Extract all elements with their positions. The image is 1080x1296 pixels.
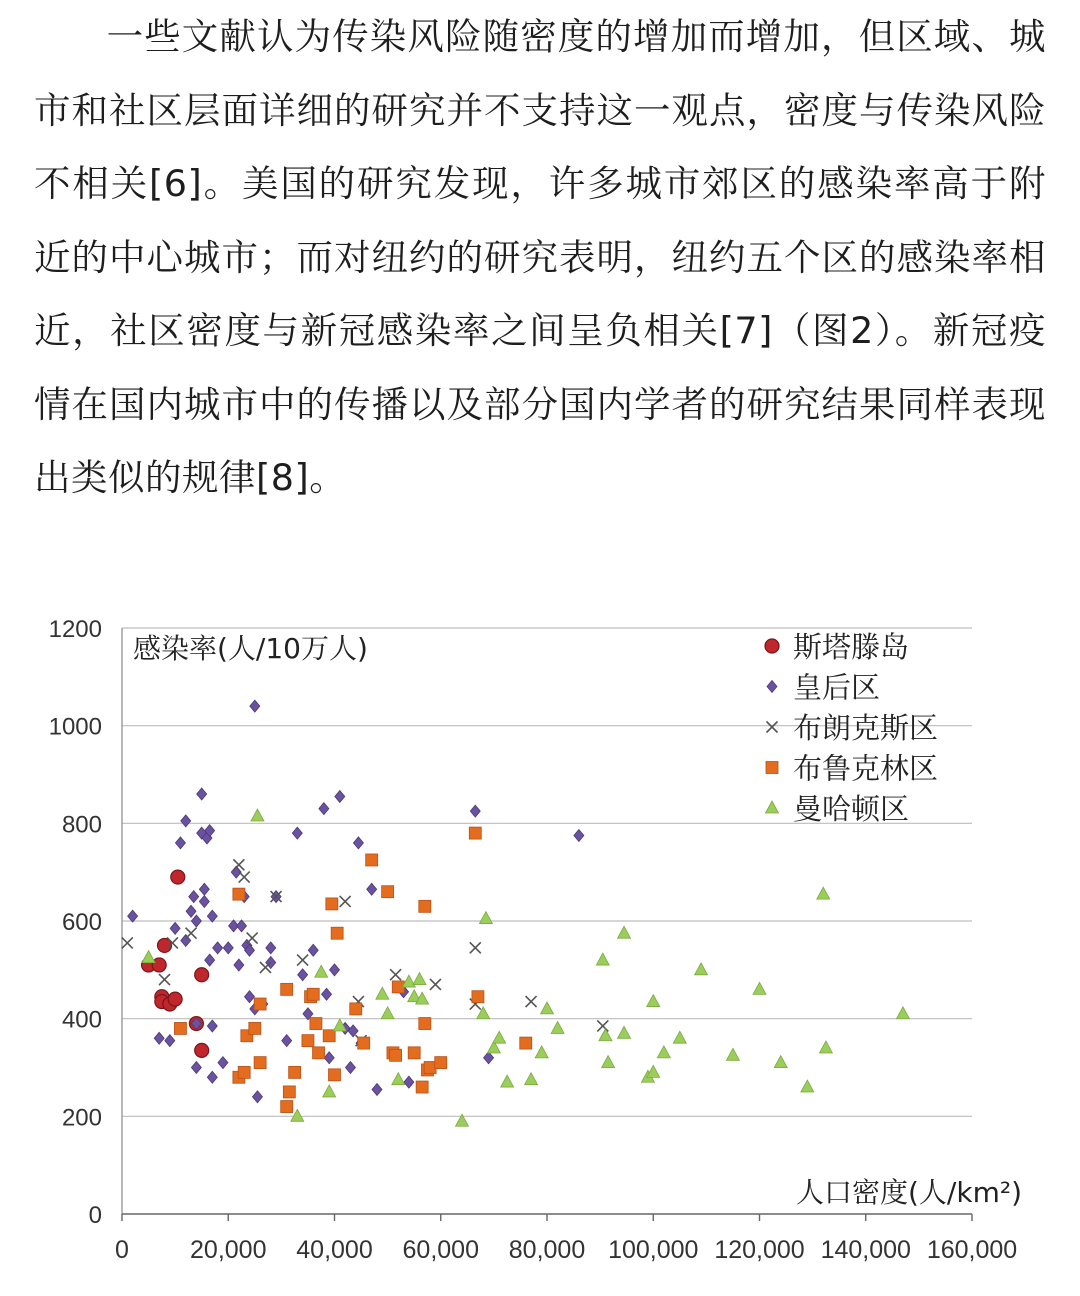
legend-marker [766,801,779,813]
data-point [122,937,133,948]
data-point [366,854,378,866]
y-tick-label: 400 [61,1006,102,1034]
data-point [197,788,207,800]
data-point [315,965,328,977]
data-point [419,900,431,912]
data-point [367,883,377,895]
data-point [207,1020,217,1032]
data-point [254,998,266,1010]
data-point [695,963,708,975]
data-point [657,1046,670,1058]
data-point [618,1026,631,1038]
data-point [535,1046,548,1058]
data-point [171,870,185,884]
data-point [726,1048,739,1060]
data-point [238,1066,250,1078]
data-points [122,700,910,1126]
x-tick-label: 160,000 [926,1236,1018,1264]
y-tick-label: 200 [61,1104,102,1132]
data-point [477,1007,490,1019]
data-point [647,995,660,1007]
data-point [260,962,271,973]
data-point [195,1043,209,1057]
series-4 [142,809,909,1126]
data-point [331,927,343,939]
x-tick-label: 0 [115,1236,129,1264]
paragraph-text: 一些文献认为传染风险随密度的增加而增加，但区域、城市和社区层面详细的研究并不支持这一观点，密度与传染风险不相关[6]。美国的研究发现，许多城市郊区的感染率高于附近的中心城市；而对纽约的研究表明，纽约五个区的感染率相近，社区密度与新冠感染率之间呈负相关[7]（图2）。新冠疫情在国内城市中的传播以及部分国内学者的研究结果同样表现出类似的规律[8]。 [34,15,1046,499]
data-point [350,1003,362,1015]
data-point [254,1057,266,1069]
data-point [324,1052,334,1064]
data-point [574,830,584,842]
x-tick-label: 20,000 [190,1236,267,1264]
data-point [520,1037,532,1049]
data-point [469,827,481,839]
data-point [319,803,329,815]
data-point [390,1049,402,1061]
data-point [310,1018,322,1030]
data-point [195,968,209,982]
data-point [419,1018,431,1030]
data-point [186,928,197,939]
data-point [326,898,338,910]
data-point [493,1031,506,1043]
data-point [245,991,255,1003]
data-point [322,988,332,1000]
data-point [186,905,196,917]
data-point [191,915,201,927]
data-point [266,942,276,954]
legend-label: 布朗克斯区 [793,711,939,745]
legend-marker [766,762,778,774]
data-point [181,935,191,947]
data-point [618,926,631,938]
data-point [205,954,215,966]
data-point [213,942,223,954]
data-point [673,1031,686,1043]
data-point [159,974,170,985]
data-point [896,1007,909,1019]
data-point [292,827,302,839]
data-point [247,933,258,944]
data-point [251,809,264,821]
data-point [189,891,199,903]
y-tick-label: 0 [88,1202,102,1229]
data-point [199,895,209,907]
data-point [142,951,155,963]
data-point [381,1007,394,1019]
data-point [307,988,319,1000]
x-axis-title: 人口密度(人/km²) [796,1176,1022,1209]
data-point [372,1083,382,1095]
data-point [281,983,293,995]
x-tick-label: 140,000 [820,1236,911,1264]
data-point [239,872,250,883]
data-point [501,1075,514,1087]
x-tick-label: 40,000 [296,1236,373,1264]
data-point [170,922,180,934]
data-point [218,1057,228,1069]
data-point [175,837,185,849]
data-point [392,1073,405,1085]
data-point [599,1029,612,1041]
data-point [237,920,247,932]
data-point [541,1002,554,1014]
data-point [602,1056,615,1068]
data-point [470,805,480,817]
data-point [313,1047,325,1059]
legend-marker [767,722,778,733]
legend-label: 布鲁克林区 [793,751,939,786]
data-point [408,1047,420,1059]
data-point [435,1057,447,1069]
data-point [282,1035,292,1047]
data-point [249,1022,261,1034]
data-point [234,959,244,971]
data-point [335,790,345,802]
legend-marker [765,639,779,653]
data-point [801,1080,814,1092]
y-axis-title: 感染率(人/10万人) [133,632,368,665]
data-point [479,912,492,924]
scatter-chart [0,600,1080,1290]
data-point [223,942,233,954]
legend [765,630,938,826]
data-point [298,969,308,981]
data-point [597,1020,608,1031]
data-point [404,1076,414,1088]
data-point [390,969,401,980]
data-point [416,1081,428,1093]
data-point [308,944,318,956]
data-point [152,958,166,972]
data-point [297,955,308,966]
body-paragraph [34,0,1046,515]
data-point [484,1052,494,1064]
data-point [165,1035,175,1047]
data-point [817,887,830,899]
data-point [753,982,766,994]
data-point [199,883,209,895]
data-point [289,1066,301,1078]
data-point [207,1071,217,1083]
data-point [525,1073,538,1085]
data-point [323,1085,336,1097]
x-tick-label: 60,000 [402,1236,479,1264]
y-tick-label: 1000 [48,713,102,741]
data-point [128,910,138,922]
data-point [358,1037,370,1049]
data-point [281,1101,293,1113]
data-point [250,700,260,712]
legend-label: 曼哈顿区 [793,792,910,826]
data-point [472,991,484,1003]
data-point [168,992,182,1006]
data-point [382,886,394,898]
x-tick-label: 120,000 [714,1236,805,1264]
data-point [302,1035,314,1047]
data-point [340,896,351,907]
data-point [207,910,217,922]
data-point [323,1030,335,1042]
data-point [174,1022,186,1034]
data-point [376,987,389,999]
y-tick-label: 1200 [48,616,102,643]
data-point [774,1056,787,1068]
data-point [345,1062,355,1074]
data-point [430,979,441,990]
series-1 [128,700,584,1103]
data-point [424,1062,436,1074]
data-point [413,973,426,985]
data-point [233,859,244,870]
data-point [181,815,191,827]
data-point [283,1086,295,1098]
data-point [191,1062,201,1074]
data-point [596,953,609,965]
data-point [353,837,363,849]
x-tick-label: 80,000 [508,1236,586,1264]
y-tick-label: 600 [61,909,102,936]
data-point [233,888,245,900]
x-tick-label: 100,000 [608,1236,699,1264]
y-tick-label: 800 [61,811,102,839]
data-point [329,1069,341,1081]
data-point [252,1091,262,1103]
legend-label: 斯塔滕岛 [793,630,910,664]
data-point [819,1041,832,1053]
data-point [470,942,481,953]
legend-label: 皇后区 [793,670,881,705]
data-point [154,1032,164,1044]
data-point [526,996,537,1007]
legend-marker [767,681,777,693]
data-point [330,964,340,976]
data-point [551,1021,564,1033]
